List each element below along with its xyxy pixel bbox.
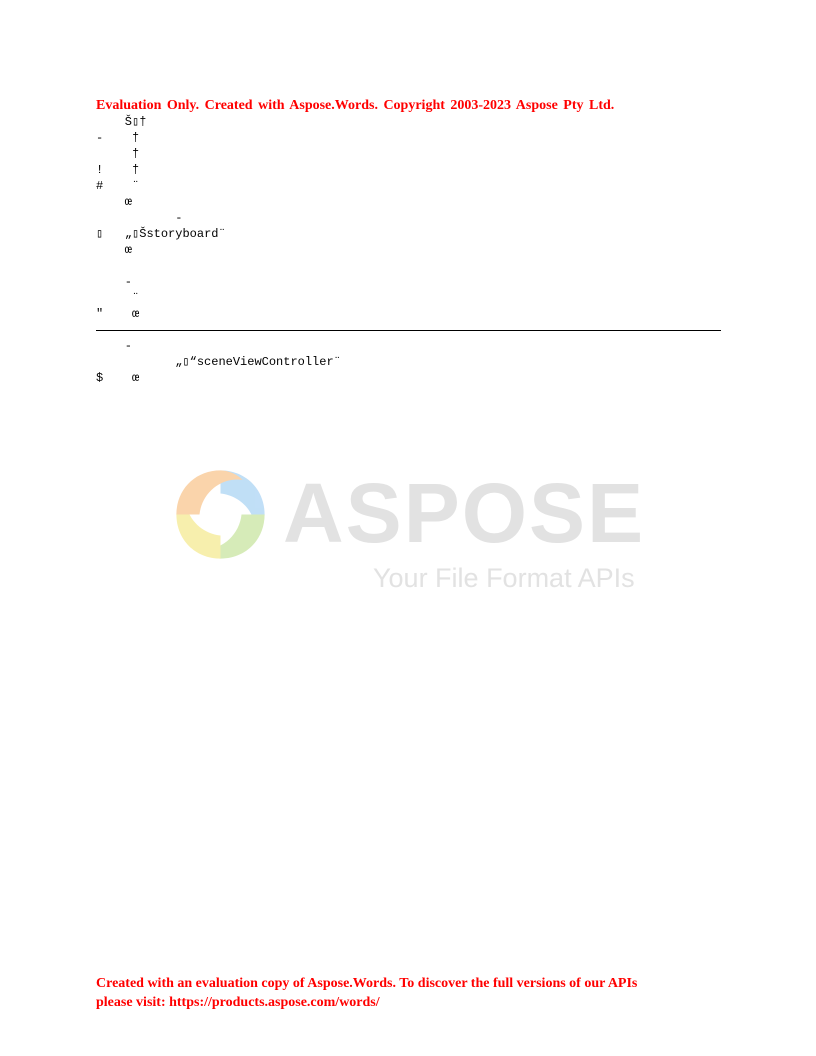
content-line: Š▯† <box>96 115 147 129</box>
content-line: † <box>96 147 140 161</box>
watermark-tagline: Your File Format APIs <box>373 563 635 593</box>
watermark-brand: ASPOSE <box>283 466 646 560</box>
content-line: œ <box>96 195 133 209</box>
content-line: - <box>96 339 133 353</box>
content-line: ! † <box>96 163 140 177</box>
footer-line-2: please visit: https://products.aspose.com/words/ <box>96 995 380 1010</box>
horizontal-rule <box>96 330 721 331</box>
content-line-storyboard: ▯ „▯Šstoryboard¨ <box>96 227 226 241</box>
aspose-swirl-logo-icon <box>168 462 273 567</box>
aspose-watermark <box>168 462 658 602</box>
content-line: - <box>96 275 133 289</box>
content-line: - <box>96 211 183 225</box>
content-line: " œ <box>96 307 140 321</box>
content-line: # ¨ <box>96 179 140 193</box>
content-line: $ œ <box>96 371 140 385</box>
footer-line-1: Created with an evaluation copy of Aspose.Words. To discover the full versions of our APIs <box>96 976 638 991</box>
content-line-scene-view-controller: „▯“sceneViewController¨ <box>96 355 341 369</box>
content-line: œ <box>96 243 133 257</box>
content-line: - † <box>96 131 140 145</box>
evaluation-footer-notice <box>96 974 721 1012</box>
evaluation-header-notice: Evaluation Only. Created with Aspose.Words. Copyright 2003-2023 Aspose Pty Ltd. <box>96 98 615 113</box>
content-line: ¨ <box>96 291 140 305</box>
